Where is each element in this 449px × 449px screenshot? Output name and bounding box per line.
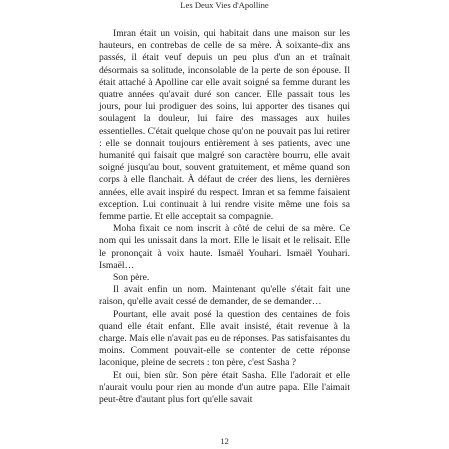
paragraph: Moha fixait ce nom inscrit à côté de celui de sa mère. Ce nom qui les unissait dans la mort. Elle le lisait et le relisait. Elle le prononçait à voix haute. Ismaël Youhari. Ismaël Youhari. Ismaël…: [99, 223, 350, 271]
paragraph: Et oui, bien sûr. Son père était Sasha. Elle l'adorait et elle n'aurait voulu pour rien au monde d'un autre papa. Elle l'aimait peut-être d'autant plus fort qu'elle savait: [99, 369, 350, 406]
paragraph: Il avait enfin un nom. Maintenant qu'elle s'était fait une raison, qu'elle avait cessé de demander, de se demander…: [99, 284, 350, 308]
running-head: Les Deux Vies d'Apolline: [180, 0, 269, 10]
paragraph: Pourtant, elle avait posé la question des centaines de fois quand elle était enfant. Elle avait insisté, était revenue à la charge. Mais elle n'avait pas eu de réponses. Pas satisfaisantes du moins. Comment pouvait-elle se contenter de cette réponse laconique, pleine de secrets : ton père, c'est Sasha ?: [99, 308, 350, 369]
paragraph: Son père.: [113, 272, 150, 284]
page-number: 12: [220, 436, 229, 446]
body-text: [99, 28, 350, 406]
paragraph: Imran était un voisin, qui habitait dans une maison sur les hauteurs, en contrebas de celle de sa mère. À soixante-dix ans passés, il était veuf depuis un peu plus d'un an et traînait désormais sa solitude, inconsolable de la perte de son épouse. Il était attaché à Apolline car elle avait soigné sa femme durant les quatre années qu'avait duré son cancer. Elle passait tous les jours, pour lui prodiguer des soins, lui apporter des tisanes qui soulagent la douleur, lui faire des massages aux huiles essentielles. C'était quelque chose qu'on ne pouvait pas lui retirer : elle se donnait toujours entièrement à ses patients, avec une humanité qui faisait que malgré son caractère bourru, elle avait soigné jusqu'au bout, souvent gratuitement, et même quand son corps à elle flanchait. À défaut de créer des liens, les dernières années, elle avait inspiré du respect. Imran et sa femme faisaient exception. Lui continuait à lui rendre visite même une fois sa femme partie. Et elle acceptait sa compagnie.: [99, 28, 350, 223]
